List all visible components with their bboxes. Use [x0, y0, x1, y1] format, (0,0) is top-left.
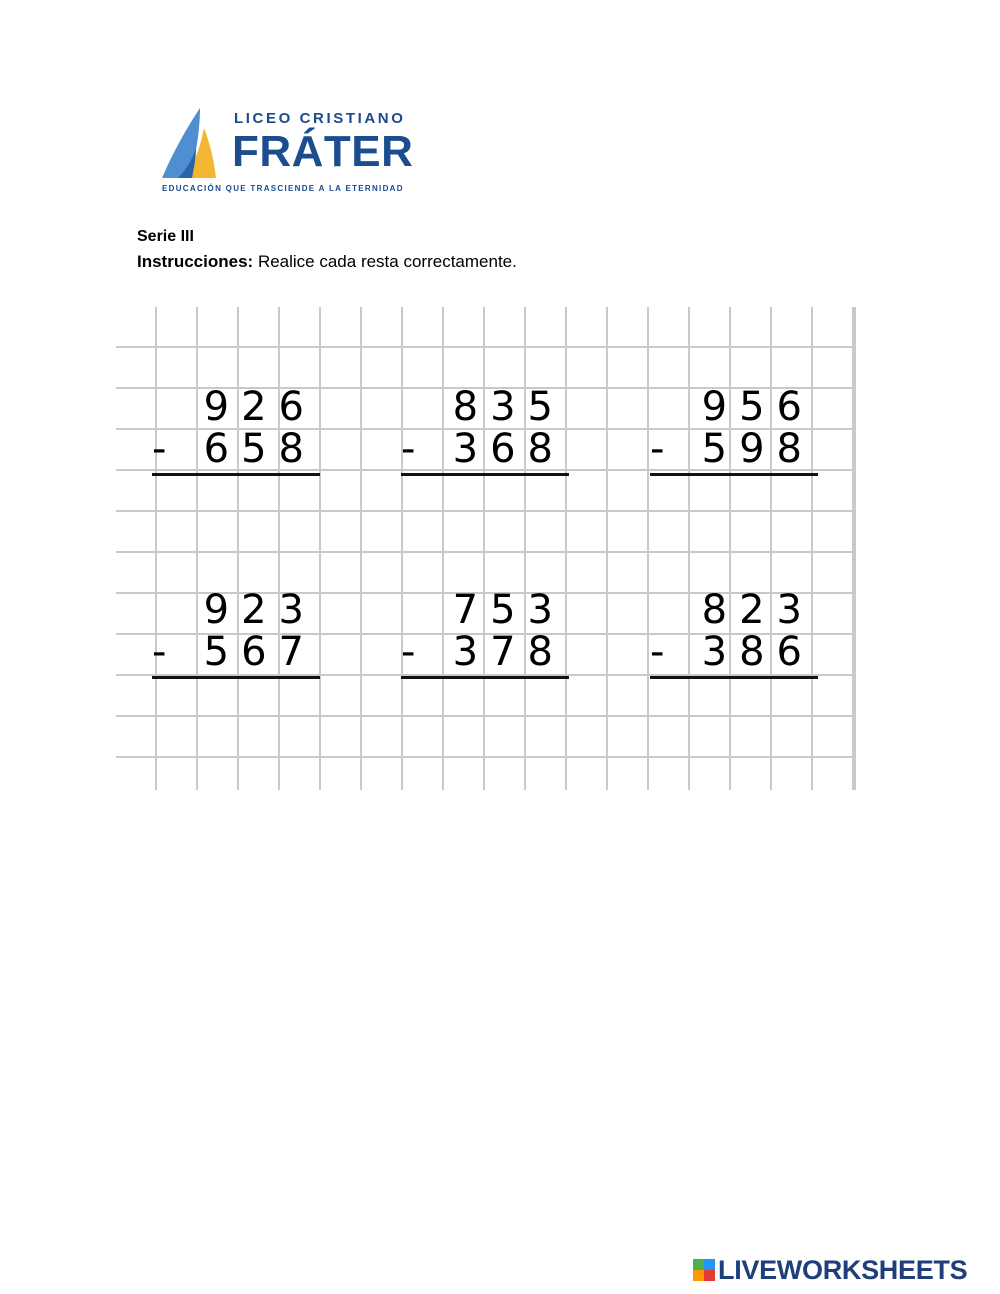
subtrahend: 378 — [452, 629, 565, 675]
subtrahend: 658 — [203, 426, 316, 472]
subtraction-problem — [650, 587, 818, 680]
minus-sign: - — [152, 629, 167, 675]
instructions-label: Instrucciones: — [137, 252, 254, 271]
minus-sign: - — [152, 426, 167, 472]
subtraction-grid — [116, 307, 856, 790]
answer-line — [152, 473, 320, 476]
brand-text: LIVEWORKSHEETS — [718, 1254, 968, 1285]
minuend: 956 — [701, 384, 814, 430]
series-heading: Serie III — [137, 228, 194, 245]
subtrahend: 368 — [452, 426, 565, 472]
minus-sign: - — [401, 629, 416, 675]
minuend: 823 — [701, 587, 814, 633]
minuend: 753 — [452, 587, 565, 633]
subtraction-problem — [152, 384, 320, 477]
minus-sign: - — [401, 426, 416, 472]
answer-line — [650, 473, 818, 476]
minus-sign: - — [650, 629, 665, 675]
subtraction-problem — [152, 587, 320, 680]
subtraction-problem — [401, 384, 569, 477]
answer-line — [152, 676, 320, 679]
liveworksheets-brand — [693, 1255, 967, 1285]
sail-logo-icon — [160, 108, 226, 180]
minuend: 835 — [452, 384, 565, 430]
minuend: 926 — [203, 384, 316, 430]
liveworksheets-logo-icon — [693, 1259, 715, 1281]
answer-line — [650, 676, 818, 679]
subtraction-problem — [650, 384, 818, 477]
minuend: 923 — [203, 587, 316, 633]
logo-line2: FRÁTER — [232, 127, 414, 176]
school-logo — [160, 104, 415, 200]
subtrahend: 386 — [701, 629, 814, 675]
logo-tagline: EDUCACIÓN QUE TRASCIENDE A LA ETERNIDAD — [162, 184, 404, 193]
subtrahend: 567 — [203, 629, 316, 675]
answer-line — [401, 473, 569, 476]
minus-sign: - — [650, 426, 665, 472]
instructions — [137, 252, 517, 272]
answer-line — [401, 676, 569, 679]
logo-line1: LICEO CRISTIANO — [234, 110, 406, 127]
subtrahend: 598 — [701, 426, 814, 472]
subtraction-problem — [401, 587, 569, 680]
instructions-text: Realice cada resta correctamente. — [257, 252, 517, 271]
